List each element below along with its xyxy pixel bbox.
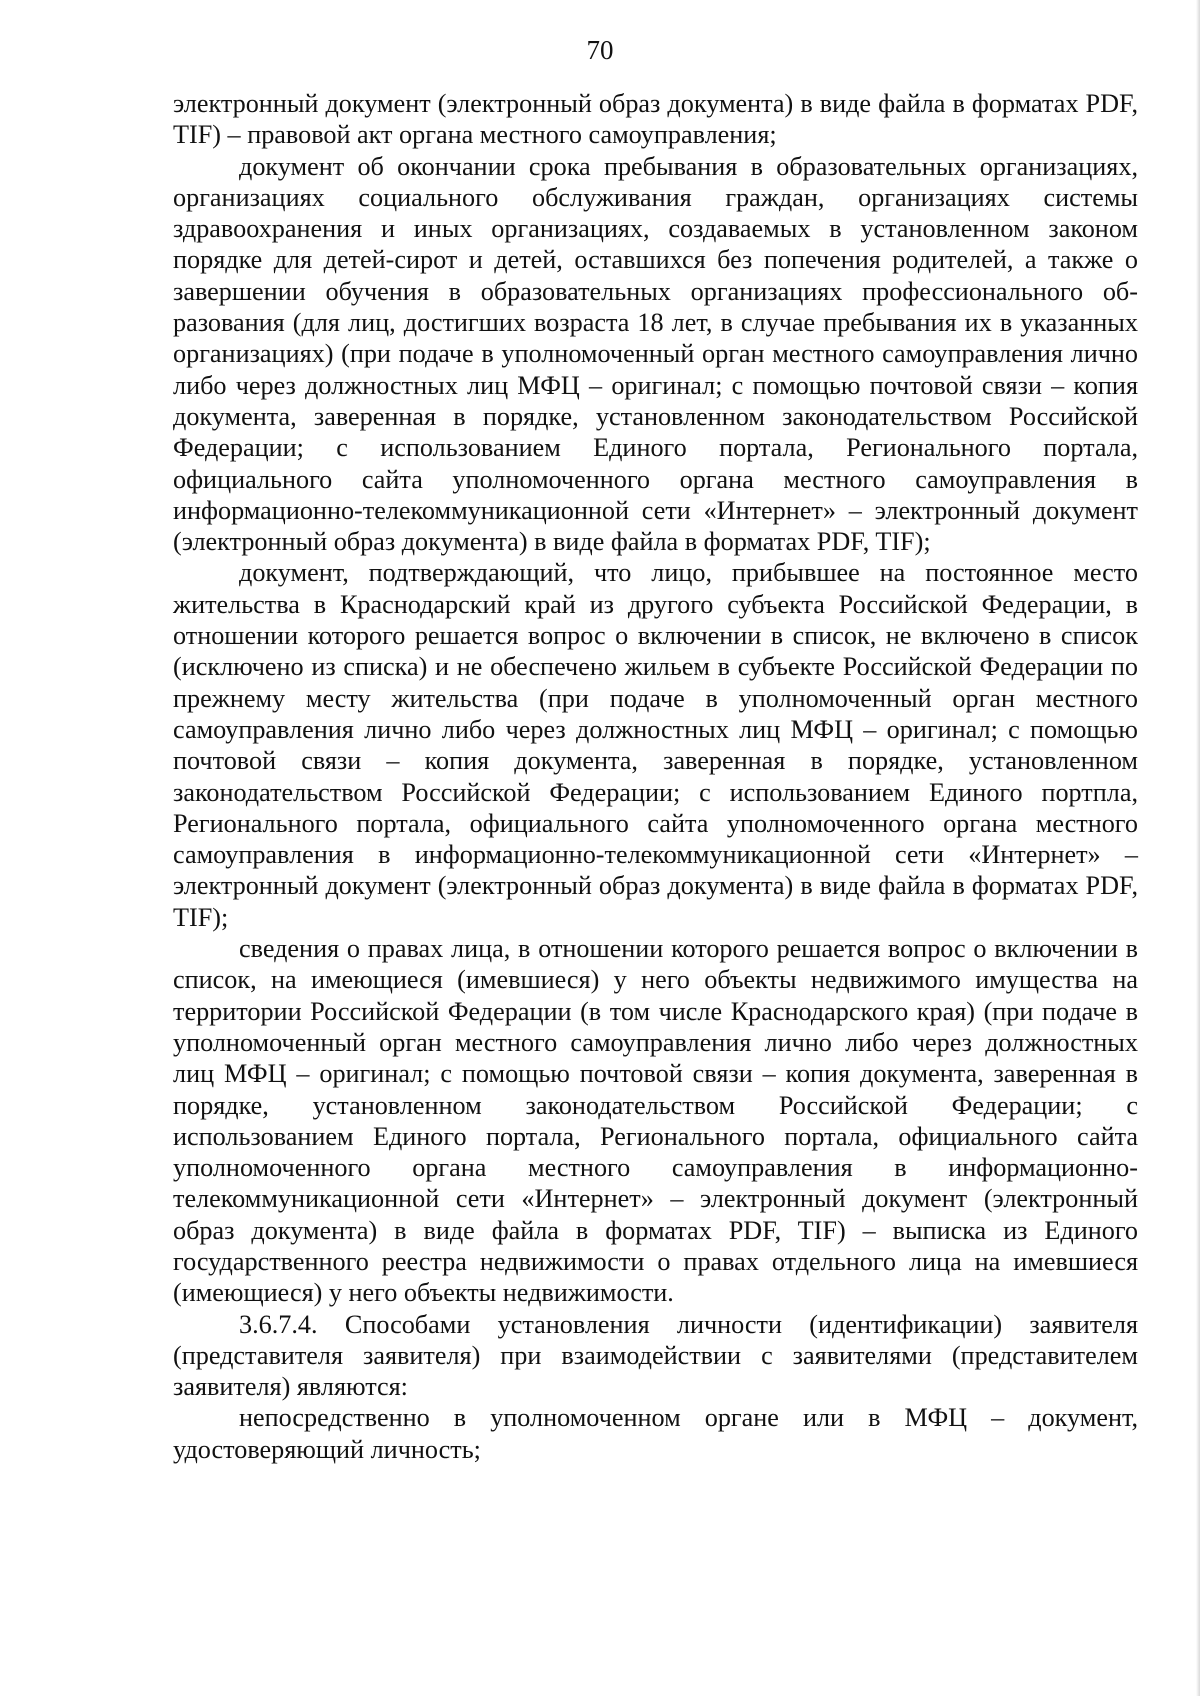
paragraph-relocation-document: документ, подтверждающий, что лицо, прибывшее на постоянное место жительства в Краснодарский край из другого субъекта Российской Федерации, в отношении которого решается вопрос о включении в список, не включено в список (исключено из списка) и не обеспечено жильем в субъекте Российской Федерации по прежнему месту жительства (при подаче в уполномоченный орган местного самоуправления лично либо через должностных лиц МФЦ – оригинал; с помощью почтовой связи – копия документа, заверенная в порядке, установленном законодательством Российской Федерации; с использованием Единого портпла, Регионального портала, официального сайта уполномоченного органа местного самоуправления в информационно-телекоммуникационной сети «Интернет» – электронный документ (электронный образ документа) в виде файла в форматах PDF, TIF);	[173, 558, 1138, 932]
page-number: 70	[586, 35, 614, 65]
document-body	[173, 88, 1138, 1465]
scan-edge-shadow	[1196, 0, 1200, 1696]
paragraph-identification-methods: 3.6.7.4. Способами установления личности (идентификации) заявителя (представителя заявителя) при взаимодействии с заявителями (представителем заявителя) являются:	[173, 1309, 1138, 1402]
paragraph-in-person-identification: непосредственно в уполномоченном органе или в МФЦ – документ, удостоверяющий личность;	[173, 1403, 1138, 1464]
paragraph-property-rights-info: сведения о правах лица, в отношении которого решается вопрос о включении в список, на имеющиеся (имевшиеся) у него объекты недвижимого имущества на территории Российской Федерации (в том числе Краснодарского края) (при подаче в уполномоченный орган местного самоуправления лично либо через должностных лиц МФЦ – оригинал; с помощью почтовой связи – копия документа, заверенная в порядке, установленном законодательством Российской Федерации; с использованием Единого портала, Регионального портала, официального сайта уполномоченного органа местного самоуправления в информационно-телекоммуникационной сети «Интернет» – электронный документ (электронный образ документа) в виде файла в форматах PDF, TIF) – выписка из Единого государственного реестра недвижимости о правах отдельного лица на имевшиеся (имеющиеся) у него объекты недвижимости.	[173, 934, 1138, 1308]
paragraph-continued: электронный документ (электронный образ документа) в виде файла в форматах PDF, TIF) – правовой акт органа местного самоуправления;	[173, 89, 1138, 150]
paragraph-orphan-completion-document: документ об окончании срока пребывания в образовательных организациях, организациях социального обслуживания граждан, организациях системы здравоохранения и иных организациях, создаваемых в установленном законом порядке для детей-сирот и детей, оставшихся без попечения родителей, а также о завершении обучения в образовательных организациях профессионального образования (для лиц, достигших возраста 18 лет, в случае пребывания их в указанных организациях) (при подаче в уполномоченный орган местного самоуправления лично либо через должностных лиц МФЦ – оригинал; с помощью почтовой связи – копия документа, заверенная в порядке, установленном законодательством Российской Федерации; с использованием Единого портала, Регионального портала, официального сайта уполномоченного органа местного самоуправления в информационно-телекоммуникационной сети «Интернет» – электронный документ (электронный образ документа) в виде файла в форматах PDF, TIF);	[173, 151, 1138, 557]
